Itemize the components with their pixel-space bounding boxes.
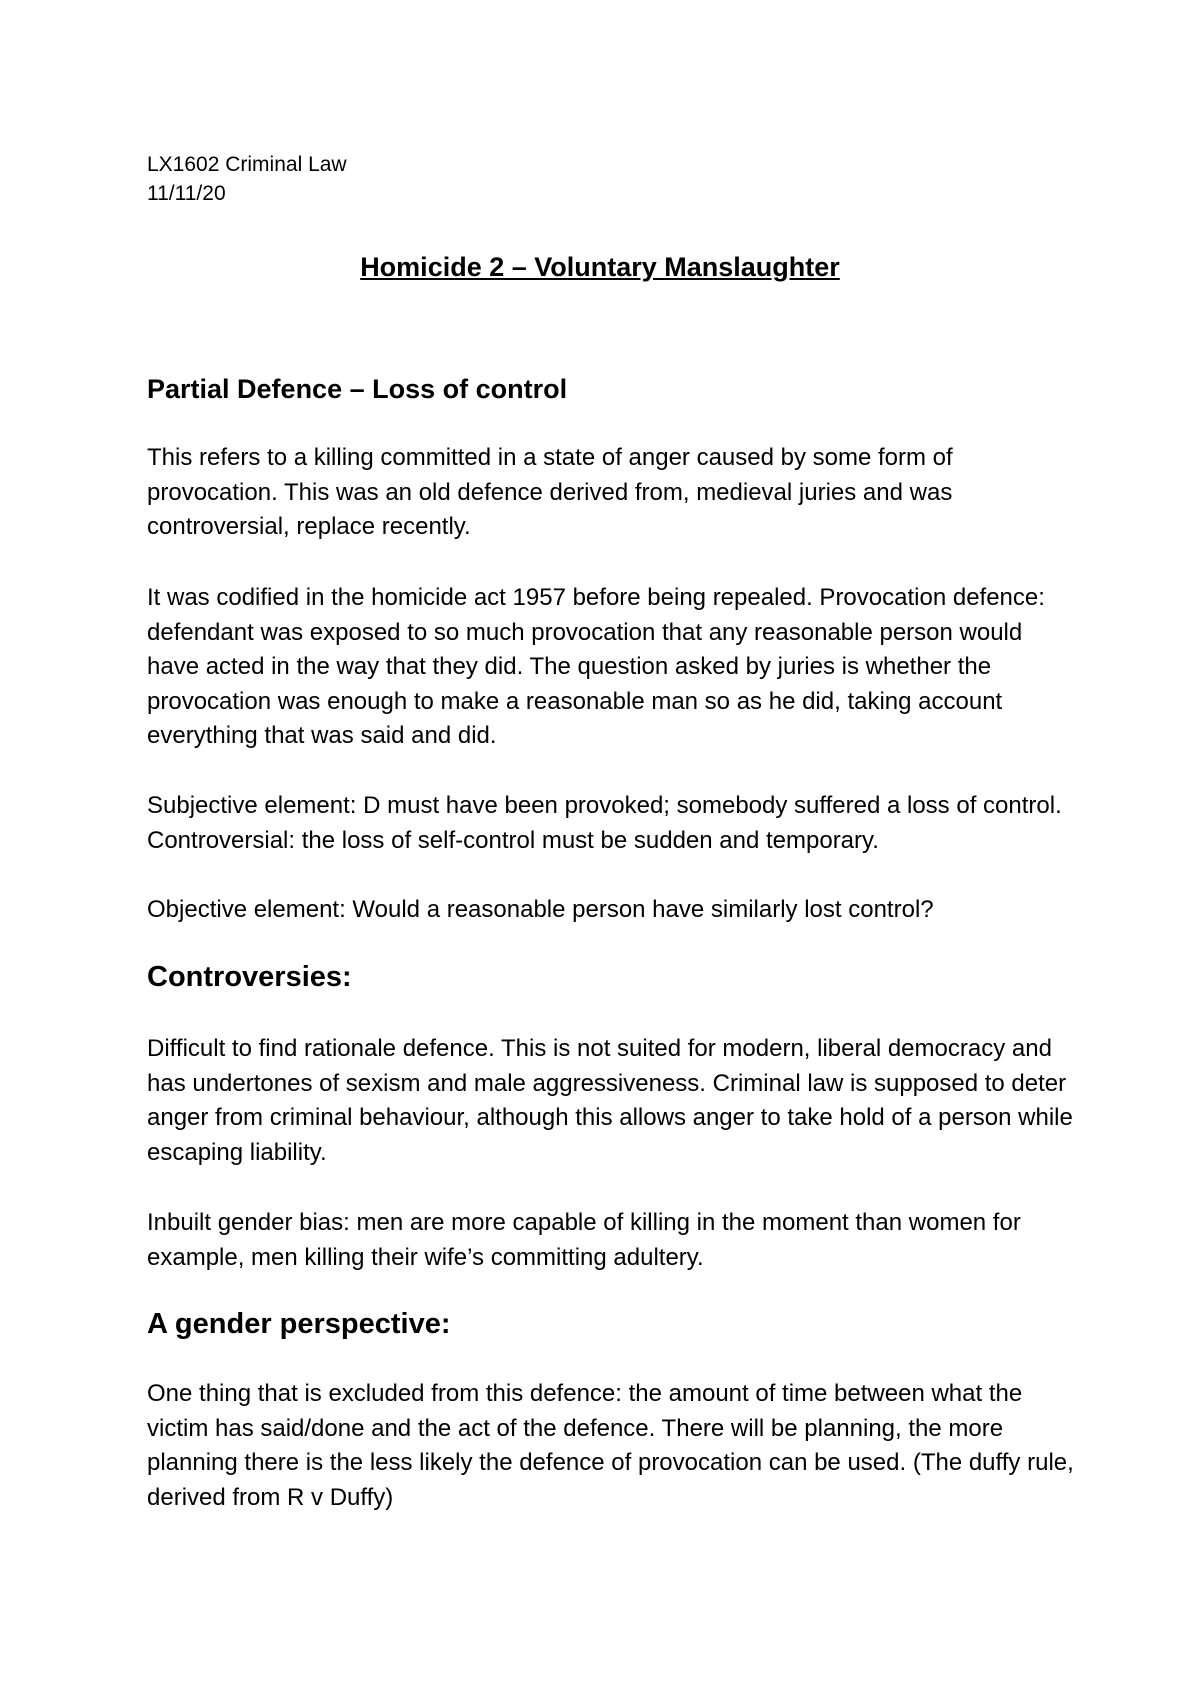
course-code: LX1602 Criminal Law [147,153,347,176]
paragraph-rationale: Difficult to find rationale defence. This is not suited for modern, liberal democracy and has undertones of sexism and male aggressiveness. Criminal law is supposed to deter anger from criminal behaviour, although this allows anger to take hold of a person while escaping liability. [147,1035,1073,1166]
paragraph-provocation-intro: This refers to a killing committed in a state of anger caused by some form of provocation. This was an old defence derived from, medieval juries and was controversial, replace recently. [147,444,953,540]
paragraph-gender-bias: Inbuilt gender bias: men are more capable of killing in the moment than women for example, men killing their wife’s committing adultery. [147,1209,1021,1271]
note-date: 11/11/20 [147,182,226,205]
paragraph-subjective-element: Subjective element: D must have been provoked; somebody suffered a loss of control. Controversial: the loss of self-control must be sudden and temporary. [147,792,1062,854]
paragraph-homicide-act: It was codified in the homicide act 1957 before being repealed. Provocation defence: defendant was exposed to so much provocation that any reasonable person would have acted in the way that they did. The question asked by juries is whether the provocation was enough to make a reasonable man so as he did, taking account everything that was said and did. [147,584,1045,749]
document-title: Homicide 2 – Voluntary Manslaughter [360,252,840,282]
section-heading-gender-perspective: A gender perspective: [147,1308,451,1340]
paragraph-objective-element: Objective element: Would a reasonable person have similarly lost control? [147,896,934,923]
section-heading-controversies: Controversies: [147,961,352,993]
paragraph-duffy-rule: One thing that is excluded from this defence: the amount of time between what the victim has said/done and the act of the defence. There will be planning, the more planning there is the less likely the defence of provocation can be used. (The duffy rule, derived from R v Duffy) [147,1380,1074,1511]
section-heading-partial-defence: Partial Defence – Loss of control [147,374,568,404]
